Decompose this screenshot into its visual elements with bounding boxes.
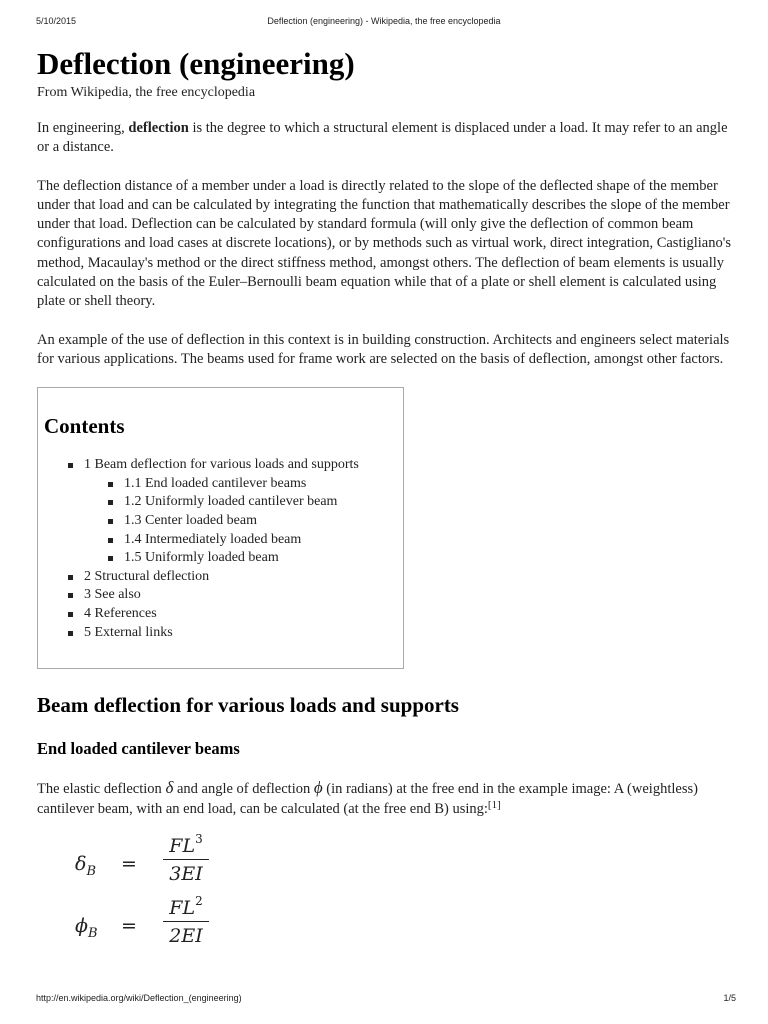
bullet-icon: [68, 631, 73, 636]
bullet-icon: [108, 538, 113, 543]
formula-fraction: [163, 895, 209, 950]
toc-item-label[interactable]: 2 Structural deflection: [84, 568, 210, 584]
intro-text-end: is the degree to which a structural element is displaced under a load. It may refer to an angle or a distance.: [37, 120, 728, 156]
formula-denominator: 2EI: [169, 925, 203, 948]
toc-item-label[interactable]: 1.2 Uniformly loaded cantilever beam: [124, 494, 338, 510]
formula-numerator: [163, 833, 209, 859]
formula-denominator: 3EI: [169, 863, 203, 886]
section-heading-beam-deflection: Beam deflection for various loads and supports: [37, 693, 459, 718]
paragraph-building-example: An example of the use of deflection in this context is in building construction. Architects and engineers select materials for various applications. The beams used for frame work are selected on the basis of deflection, amongst other factors.: [37, 331, 730, 367]
formula-angle: [75, 895, 733, 957]
toc-list: [44, 456, 397, 642]
toc-item-label[interactable]: 1.4 Intermediately loaded beam: [124, 531, 302, 547]
print-page-number: 1/5: [723, 993, 736, 1003]
paragraph-deflection-distance: The deflection distance of a member under a load is directly related to the slope of the deflected shape of the member under that load and can be calculated by integrating the function that mathematically describes the slope of the member under that load. Deflection can be calculated by standard formula (will only give the deflection of common beam configurations and load cases at discrete locations), or by methods such as virtual work, direct integration, Castigliano's method, Macaulay's method or the direct stiffness method, amongst others. The deflection of beam elements is usually calculated on the basis of the Euler–Bernoulli beam equation while that of a plate or shell element is calculated using plate or shell theory.: [37, 177, 732, 310]
formula-symbol: ϕ: [75, 914, 88, 937]
bullet-icon: [68, 463, 73, 468]
formula-lhs: [75, 915, 98, 941]
print-url: http://en.wikipedia.org/wiki/Deflection_(engineering): [36, 993, 242, 1003]
intro-paragraph: [37, 119, 733, 158]
toc-item-1-5[interactable]: [84, 549, 397, 568]
toc-item-label[interactable]: 1.3 Center loaded beam: [124, 513, 257, 529]
formula-equals: =: [121, 914, 137, 937]
para-text: The elastic deflection: [37, 781, 166, 798]
bullet-icon: [68, 575, 73, 580]
formula-subscript: B: [87, 925, 98, 941]
bullet-icon: [108, 482, 113, 487]
numerator-exponent: 3: [195, 831, 203, 846]
toc-title: Contents: [44, 414, 125, 439]
toc-item-2[interactable]: [44, 568, 397, 587]
phi-symbol: ϕ: [313, 778, 323, 798]
paragraph-elastic-deflection: [37, 778, 733, 819]
toc-sublist: [84, 475, 397, 568]
toc-item-4[interactable]: [44, 605, 397, 624]
toc-item-3[interactable]: [44, 586, 397, 605]
toc-item-label[interactable]: 1 Beam deflection for various loads and supports: [84, 457, 359, 473]
bold-term-deflection: deflection: [128, 120, 189, 136]
table-of-contents: [37, 387, 404, 669]
bullet-icon: [68, 612, 73, 617]
delta-symbol: δ: [165, 778, 174, 798]
formula-numerator: [163, 895, 209, 921]
formula-lhs: [75, 853, 96, 879]
toc-item-label[interactable]: 1.5 Uniformly loaded beam: [124, 550, 279, 566]
bullet-icon: [108, 500, 113, 505]
reference-link[interactable]: [1]: [487, 798, 501, 811]
page-subtitle: From Wikipedia, the free encyclopedia: [37, 85, 256, 100]
page-title: Deflection (engineering): [37, 46, 355, 81]
bullet-icon: [108, 519, 113, 524]
toc-item-label[interactable]: 3 See also: [84, 587, 141, 603]
print-date: 5/10/2015: [36, 16, 77, 26]
toc-item-label[interactable]: 1.1 End loaded cantilever beams: [124, 475, 307, 491]
numerator-exponent: 2: [195, 893, 203, 908]
formula-subscript: B: [86, 863, 97, 879]
toc-item-1[interactable]: [44, 456, 397, 568]
toc-item-label[interactable]: 4 References: [84, 606, 157, 622]
toc-item-1-1[interactable]: [84, 475, 397, 494]
print-page-title: Deflection (engineering) - Wikipedia, the free encyclopedia: [267, 16, 501, 26]
print-footer: [0, 993, 768, 1007]
formula-deflection: [75, 833, 733, 895]
subsection-heading-end-loaded: End loaded cantilever beams: [37, 739, 240, 759]
toc-item-5[interactable]: [44, 624, 397, 643]
toc-item-1-4[interactable]: [84, 531, 397, 550]
print-header: [0, 16, 768, 30]
article-content: [37, 44, 733, 957]
toc-item-1-2[interactable]: [84, 493, 397, 512]
bullet-icon: [108, 556, 113, 561]
intro-text-start: In engineering,: [37, 120, 129, 136]
para-text: and angle of deflection: [173, 781, 314, 798]
para-text: (in radians) at the free end in the example image: A (weightless) cantilever beam, with an end load, can be calculated (at the free end B) using:: [37, 781, 698, 817]
toc-item-label[interactable]: 5 External links: [84, 624, 173, 640]
toc-item-1-3[interactable]: [84, 512, 397, 531]
numerator-text: FL: [169, 834, 196, 857]
formula-symbol: δ: [75, 852, 87, 875]
formula-fraction: [163, 833, 209, 888]
formula-equals: =: [121, 852, 137, 875]
numerator-text: FL: [169, 896, 196, 919]
bullet-icon: [68, 593, 73, 598]
